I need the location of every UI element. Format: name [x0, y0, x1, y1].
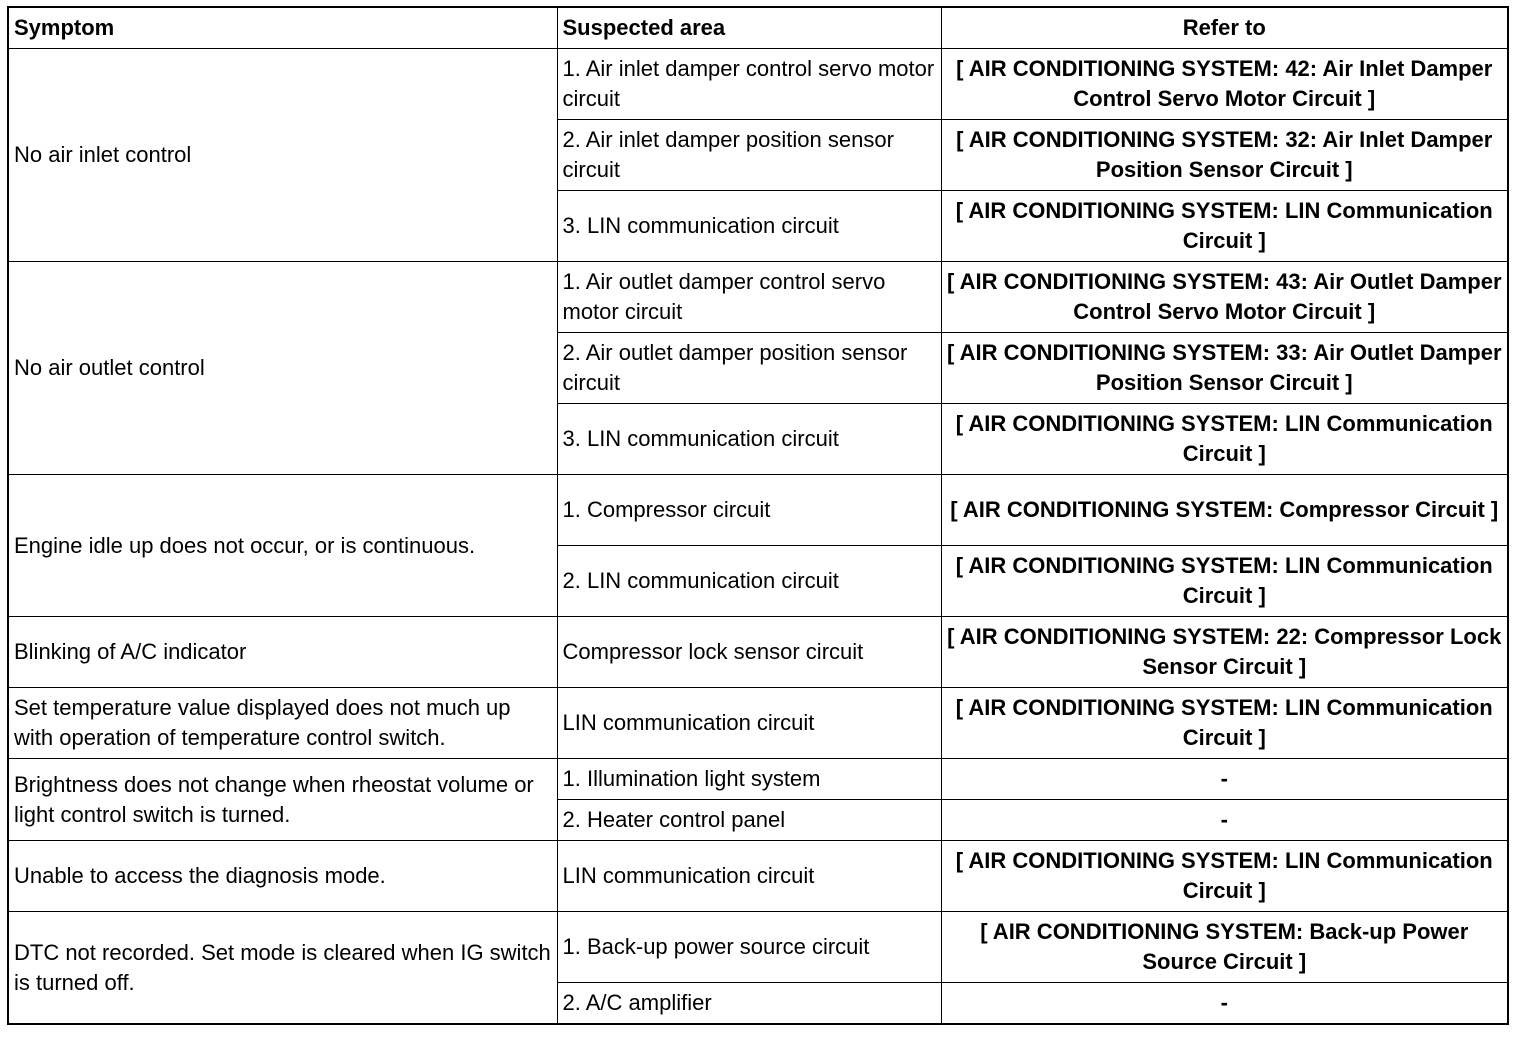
refer-to-cell: - — [941, 983, 1508, 1025]
suspected-area-cell: 3. LIN communication circuit — [557, 404, 941, 475]
table-row — [8, 688, 1508, 759]
symptom-cell: No air inlet control — [8, 49, 557, 262]
symptom-table — [7, 6, 1509, 1025]
symptom-cell: Set temperature value displayed does not much up with operation of temperature control switch. — [8, 688, 557, 759]
refer-to-link[interactable]: [ AIR CONDITIONING SYSTEM: LIN Communication Circuit ] — [941, 841, 1508, 912]
suspected-area-cell: 1. Air outlet damper control servo motor circuit — [557, 262, 941, 333]
table-row — [8, 759, 1508, 800]
table-row — [8, 617, 1508, 688]
suspected-area-cell: 2. Heater control panel — [557, 800, 941, 841]
suspected-area-cell: LIN communication circuit — [557, 841, 941, 912]
refer-to-link[interactable]: [ AIR CONDITIONING SYSTEM: LIN Communication Circuit ] — [941, 191, 1508, 262]
suspected-area-cell: 1. Compressor circuit — [557, 475, 941, 546]
suspected-area-cell: 1. Air inlet damper control servo motor circuit — [557, 49, 941, 120]
refer-to-link[interactable]: [ AIR CONDITIONING SYSTEM: LIN Communication Circuit ] — [941, 546, 1508, 617]
refer-to-link[interactable]: [ AIR CONDITIONING SYSTEM: LIN Communication Circuit ] — [941, 404, 1508, 475]
table-row — [8, 841, 1508, 912]
suspected-area-cell: Compressor lock sensor circuit — [557, 617, 941, 688]
suspected-area-cell: 2. Air outlet damper position sensor circuit — [557, 333, 941, 404]
suspected-area-cell: 2. Air inlet damper position sensor circuit — [557, 120, 941, 191]
header-refer-to: Refer to — [941, 7, 1508, 49]
table-row — [8, 475, 1508, 546]
suspected-area-cell: 1. Illumination light system — [557, 759, 941, 800]
refer-to-link[interactable]: [ AIR CONDITIONING SYSTEM: 42: Air Inlet Damper Control Servo Motor Circuit ] — [941, 49, 1508, 120]
header-symptom: Symptom — [8, 7, 557, 49]
table-row — [8, 912, 1508, 983]
refer-to-cell: - — [941, 759, 1508, 800]
suspected-area-cell: 1. Back-up power source circuit — [557, 912, 941, 983]
suspected-area-cell: 2. LIN communication circuit — [557, 546, 941, 617]
refer-to-cell: - — [941, 800, 1508, 841]
suspected-area-cell: LIN communication circuit — [557, 688, 941, 759]
refer-to-link[interactable]: [ AIR CONDITIONING SYSTEM: 43: Air Outlet Damper Control Servo Motor Circuit ] — [941, 262, 1508, 333]
refer-to-link[interactable]: [ AIR CONDITIONING SYSTEM: 22: Compressor Lock Sensor Circuit ] — [941, 617, 1508, 688]
refer-to-link[interactable]: [ AIR CONDITIONING SYSTEM: 32: Air Inlet Damper Position Sensor Circuit ] — [941, 120, 1508, 191]
refer-to-link[interactable]: [ AIR CONDITIONING SYSTEM: Compressor Circuit ] — [941, 475, 1508, 546]
refer-to-link[interactable]: [ AIR CONDITIONING SYSTEM: 33: Air Outlet Damper Position Sensor Circuit ] — [941, 333, 1508, 404]
symptom-cell: Engine idle up does not occur, or is continuous. — [8, 475, 557, 617]
refer-to-link[interactable]: [ AIR CONDITIONING SYSTEM: Back-up Power Source Circuit ] — [941, 912, 1508, 983]
table-row — [8, 49, 1508, 120]
symptom-cell: No air outlet control — [8, 262, 557, 475]
suspected-area-cell: 3. LIN communication circuit — [557, 191, 941, 262]
table-row — [8, 262, 1508, 333]
symptom-cell: Brightness does not change when rheostat volume or light control switch is turned. — [8, 759, 557, 841]
refer-to-link[interactable]: [ AIR CONDITIONING SYSTEM: LIN Communication Circuit ] — [941, 688, 1508, 759]
header-row — [8, 7, 1508, 49]
symptom-cell: DTC not recorded. Set mode is cleared when IG switch is turned off. — [8, 912, 557, 1025]
header-suspected-area: Suspected area — [557, 7, 941, 49]
suspected-area-cell: 2. A/C amplifier — [557, 983, 941, 1025]
symptom-cell: Unable to access the diagnosis mode. — [8, 841, 557, 912]
symptom-cell: Blinking of A/C indicator — [8, 617, 557, 688]
